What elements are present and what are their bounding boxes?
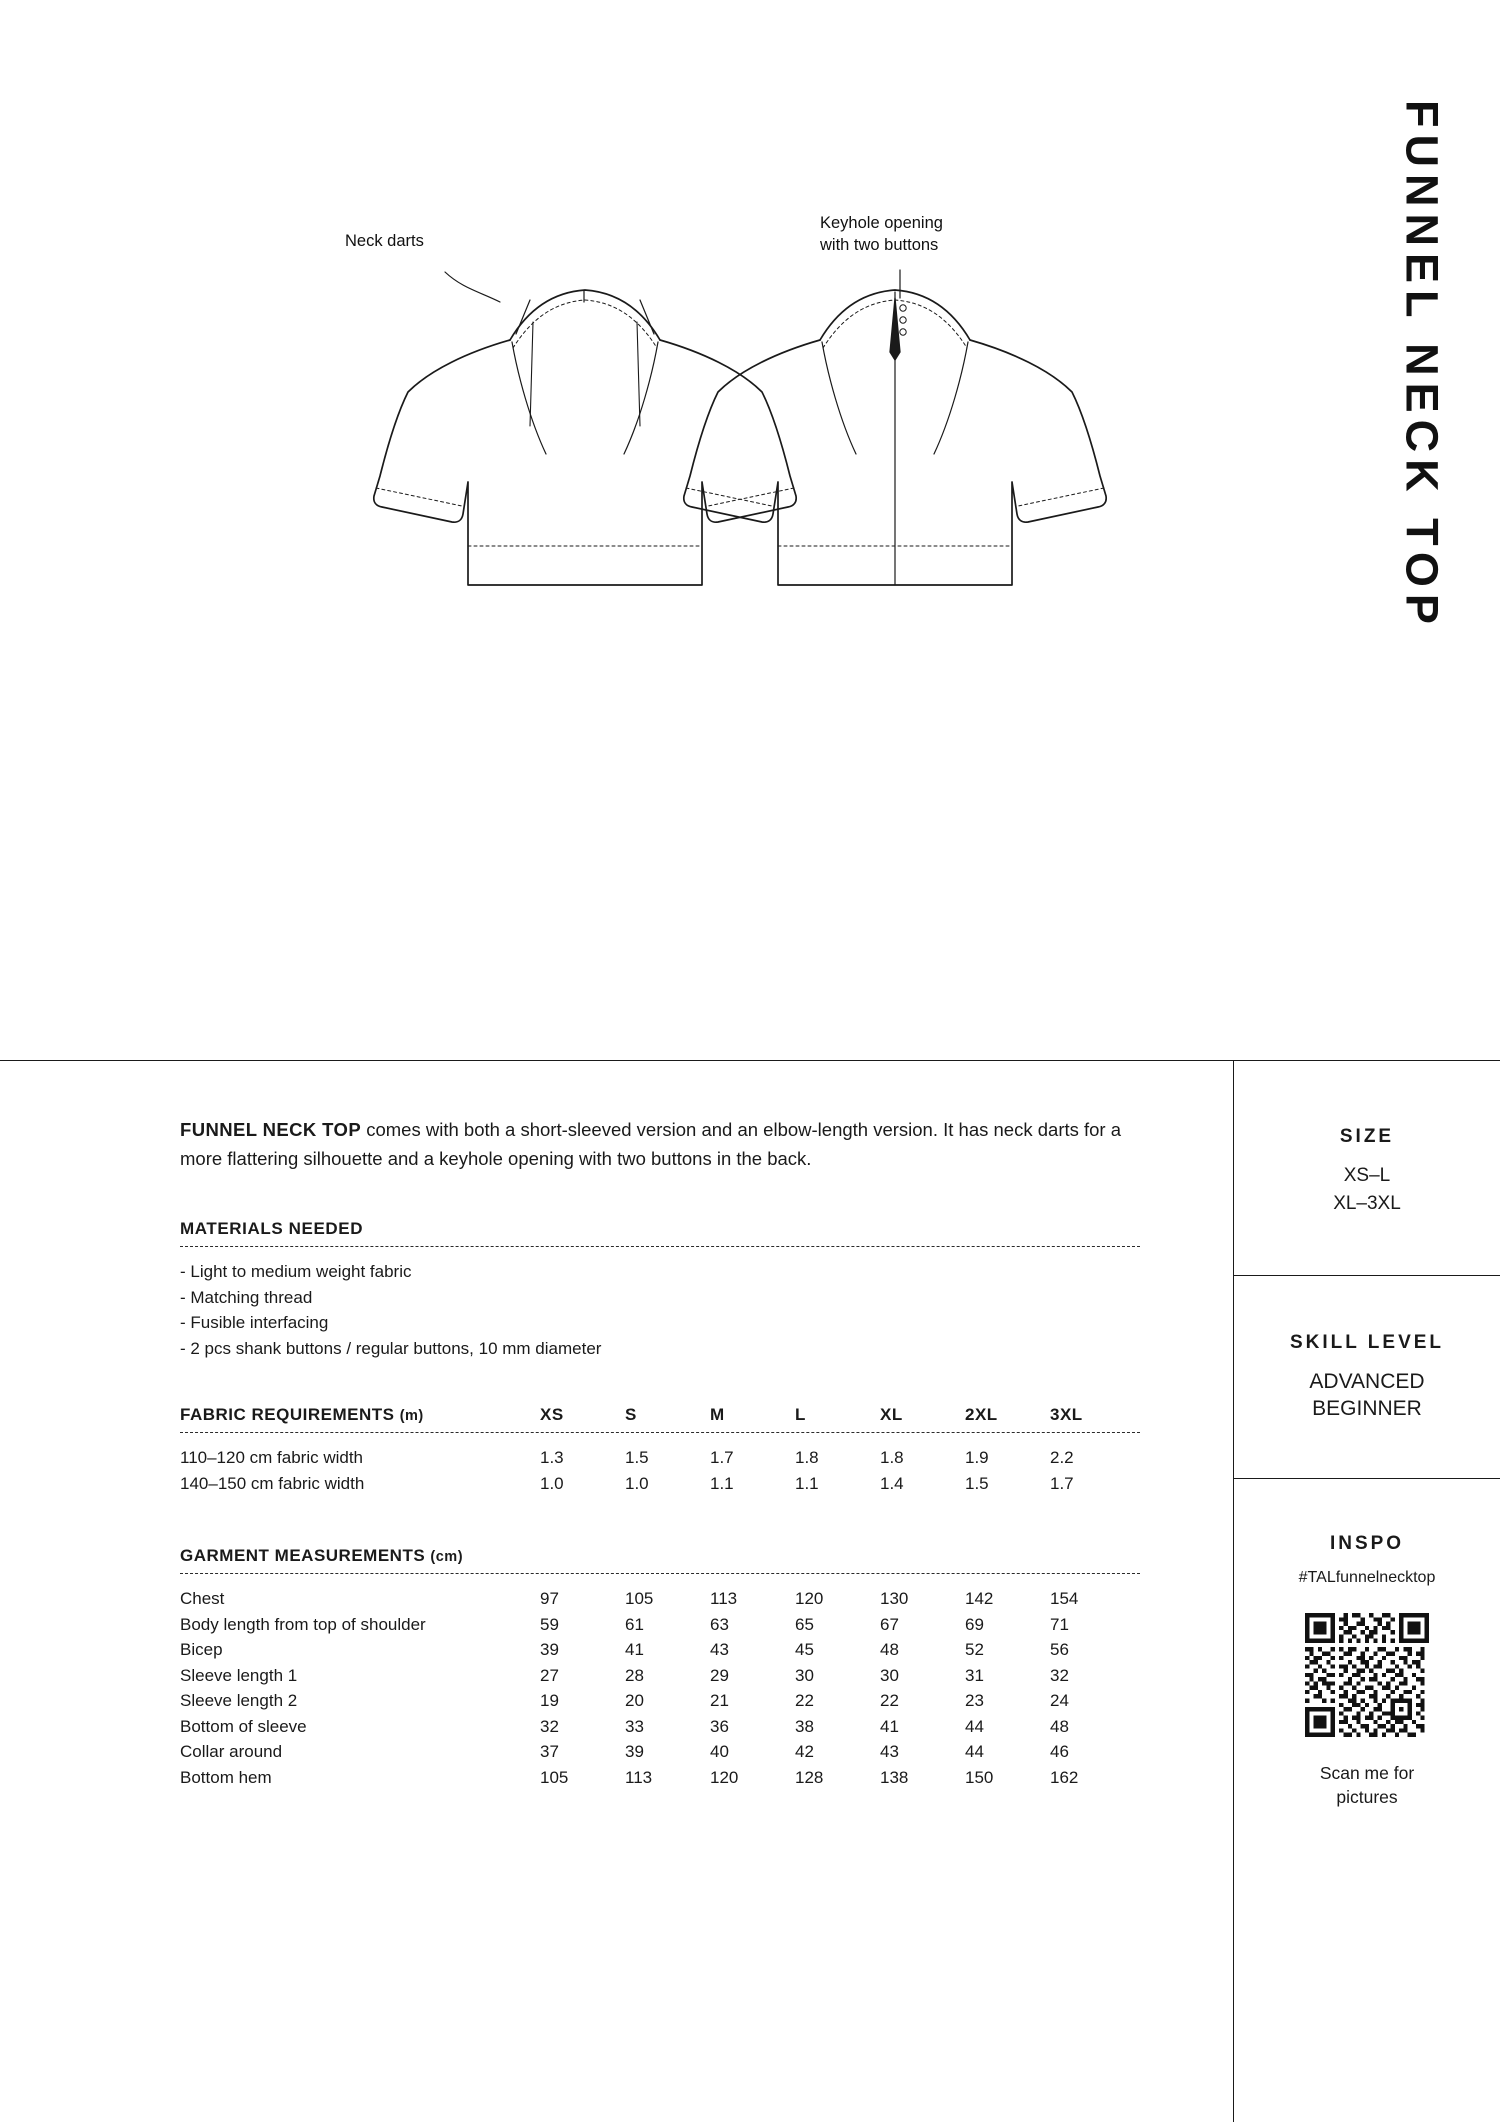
- scan-instruction-line2: pictures: [1336, 1787, 1398, 1808]
- cell: 1.1: [795, 1473, 819, 1493]
- intro-paragraph: [180, 1115, 1140, 1173]
- cell: 32: [1050, 1665, 1069, 1685]
- skill-level-value-2: BEGINNER: [1312, 1397, 1422, 1421]
- cell: 105: [540, 1767, 569, 1787]
- cell: 120: [710, 1767, 739, 1787]
- cell: 61: [625, 1614, 644, 1634]
- cell: 42: [795, 1742, 814, 1762]
- cell: 56: [1050, 1640, 1069, 1660]
- fabric-heading-text: FABRIC REQUIREMENTS: [180, 1405, 395, 1425]
- cell: 48: [1050, 1716, 1069, 1736]
- column-header: 3XL: [1050, 1405, 1083, 1425]
- table-row: [180, 1445, 1150, 1471]
- inspo-hashtag: #TALfunnelnecktop: [1298, 1568, 1436, 1586]
- cell: 32: [540, 1716, 559, 1736]
- qr-code-svg: [1305, 1613, 1429, 1737]
- cell: 38: [795, 1716, 814, 1736]
- materials-heading: MATERIALS NEEDED: [180, 1219, 364, 1239]
- cell: 105: [625, 1589, 654, 1609]
- table-row: [180, 1739, 1150, 1765]
- inspo-heading: INSPO: [1329, 1532, 1405, 1554]
- cell: 67: [880, 1614, 899, 1634]
- row-label: 140–150 cm fabric width: [180, 1473, 365, 1493]
- skill-level-value-1: ADVANCED: [1309, 1370, 1425, 1394]
- cell: 22: [795, 1691, 814, 1711]
- cell: 1.9: [965, 1448, 989, 1468]
- row-label: 110–120 cm fabric width: [180, 1448, 364, 1468]
- cell: 113: [625, 1767, 653, 1787]
- row-label: Bottom hem: [180, 1767, 272, 1787]
- size-value-1: XS–L: [1343, 1165, 1391, 1186]
- cell: 128: [795, 1767, 824, 1787]
- skill-level-heading: SKILL LEVEL: [1289, 1332, 1445, 1354]
- cell: 30: [795, 1665, 814, 1685]
- column-header: XL: [880, 1405, 903, 1425]
- fabric-heading-unit: (m): [399, 1408, 424, 1425]
- scan-instruction-line1: Scan me for: [1319, 1762, 1415, 1783]
- cell: 138: [880, 1767, 909, 1787]
- column-header: 2XL: [965, 1405, 998, 1425]
- cell: 37: [540, 1742, 559, 1762]
- cell: 1.3: [540, 1448, 564, 1468]
- cell: 65: [795, 1614, 814, 1634]
- size-section: [1234, 1060, 1500, 1217]
- qr-code-icon[interactable]: [1305, 1613, 1429, 1737]
- list-item: - 2 pcs shank buttons / regular buttons, 10 mm diameter: [180, 1338, 602, 1358]
- table-row: [180, 1612, 1150, 1638]
- cell: 48: [880, 1640, 899, 1660]
- cell: 1.8: [795, 1448, 819, 1468]
- intro-description: comes with both a short-sleeved version and an elbow-length version. It has neck darts for a more flattering silhouette and a keyhole opening with two buttons in the back.: [180, 1119, 1122, 1170]
- cell: 59: [540, 1614, 559, 1634]
- measurements-dashed-rule: [180, 1573, 1140, 1574]
- fabric-dashed-rule: [180, 1432, 1140, 1433]
- table-header-row: [180, 1405, 1150, 1425]
- cell: 1.0: [625, 1473, 649, 1493]
- cell: 39: [625, 1742, 644, 1762]
- technical-drawing: [200, 214, 1200, 850]
- measurements-heading-unit: (cm): [430, 1549, 464, 1566]
- callout-neck-darts: [345, 230, 424, 252]
- cell: 27: [540, 1665, 559, 1685]
- cell: 1.5: [625, 1448, 649, 1468]
- materials-dashed-rule: [180, 1246, 1140, 1247]
- inspo-section: [1234, 1479, 1500, 1810]
- skill-level-section: [1234, 1276, 1500, 1423]
- cell: 44: [965, 1716, 984, 1736]
- cell: 1.7: [710, 1448, 734, 1468]
- table-row: [180, 1471, 1150, 1497]
- row-label: Sleeve length 1: [180, 1665, 298, 1685]
- garment-flats-svg: [200, 230, 1200, 850]
- table-row: [180, 1637, 1150, 1663]
- table-row: [180, 1765, 1150, 1791]
- cell: 130: [880, 1589, 909, 1609]
- cell: 1.5: [965, 1473, 989, 1493]
- page-title: [1362, 100, 1482, 840]
- row-label: Body length from top of shoulder: [180, 1614, 426, 1634]
- cell: 142: [965, 1589, 994, 1609]
- cell: 31: [965, 1665, 984, 1685]
- table-row: [180, 1586, 1150, 1612]
- cell: 1.0: [540, 1473, 564, 1493]
- list-item: - Fusible interfacing: [180, 1313, 329, 1333]
- column-header: S: [625, 1405, 637, 1425]
- cell: 63: [710, 1614, 729, 1634]
- callout-keyhole-line2: with two buttons: [820, 236, 939, 255]
- cell: 40: [710, 1742, 729, 1762]
- cell: 1.8: [880, 1448, 904, 1468]
- page-title-text: FUNNEL NECK TOP: [1396, 100, 1448, 631]
- cell: 23: [965, 1691, 984, 1711]
- list-item: - Matching thread: [180, 1287, 313, 1307]
- cell: 1.7: [1050, 1473, 1074, 1493]
- table-row: [180, 1688, 1150, 1714]
- cell: 43: [880, 1742, 899, 1762]
- cell: 162: [1050, 1767, 1079, 1787]
- list-item: - Light to medium weight fabric: [180, 1262, 412, 1282]
- cell: 24: [1050, 1691, 1069, 1711]
- callout-neck-darts-label: Neck darts: [345, 232, 424, 250]
- cell: 36: [710, 1716, 729, 1736]
- cell: 97: [540, 1589, 559, 1609]
- column-header: M: [710, 1405, 725, 1425]
- cell: 29: [710, 1665, 729, 1685]
- cell: 46: [1050, 1742, 1069, 1762]
- cell: 41: [625, 1640, 644, 1660]
- cell: 41: [880, 1716, 899, 1736]
- callout-keyhole-line1: Keyhole opening: [820, 214, 943, 232]
- cell: 28: [625, 1665, 644, 1685]
- cell: 1.4: [880, 1473, 904, 1493]
- cell: 19: [540, 1691, 559, 1711]
- table-row: [180, 1714, 1150, 1740]
- cell: 113: [710, 1589, 738, 1609]
- size-heading: SIZE: [1339, 1126, 1395, 1147]
- cell: 71: [1050, 1614, 1069, 1634]
- measurements-heading: [180, 1546, 463, 1566]
- fabric-requirements-table: [180, 1405, 1150, 1496]
- size-value-2: XL–3XL: [1333, 1192, 1401, 1214]
- row-label: Collar around: [180, 1742, 283, 1762]
- row-label: Sleeve length 2: [180, 1691, 298, 1711]
- callout-keyhole: [820, 212, 943, 257]
- cell: 20: [625, 1691, 644, 1711]
- column-header: L: [795, 1405, 806, 1425]
- cell: 2.2: [1050, 1448, 1074, 1468]
- fabric-requirements-heading: [180, 1405, 540, 1425]
- garment-measurements-table: [180, 1546, 1150, 1790]
- cell: 30: [880, 1665, 899, 1685]
- row-label: Chest: [180, 1589, 225, 1609]
- cell: 120: [795, 1589, 824, 1609]
- cell: 43: [710, 1640, 729, 1660]
- table-row: [180, 1663, 1150, 1689]
- cell: 1.1: [710, 1473, 734, 1493]
- materials-section: [180, 1219, 1150, 1361]
- cell: 44: [965, 1742, 984, 1762]
- cell: 39: [540, 1640, 559, 1660]
- cell: 45: [795, 1640, 814, 1660]
- row-label: Bottom of sleeve: [180, 1716, 307, 1736]
- cell: 21: [710, 1691, 729, 1711]
- main-content: [180, 1115, 1150, 1790]
- intro-product-name: FUNNEL NECK TOP: [180, 1119, 362, 1140]
- cell: 154: [1050, 1589, 1079, 1609]
- scan-instruction: [1244, 1761, 1490, 1810]
- measurements-heading-text: GARMENT MEASUREMENTS: [180, 1546, 426, 1566]
- cell: 150: [965, 1767, 994, 1787]
- cell: 33: [625, 1716, 644, 1736]
- measurements-heading-row: [180, 1546, 1150, 1566]
- materials-list: [180, 1259, 1150, 1361]
- column-header: XS: [540, 1405, 564, 1425]
- info-sidebar: [1234, 1060, 1500, 2122]
- cell: 69: [965, 1614, 984, 1634]
- cell: 22: [880, 1691, 899, 1711]
- row-label: Bicep: [180, 1640, 223, 1660]
- cell: 52: [965, 1640, 984, 1660]
